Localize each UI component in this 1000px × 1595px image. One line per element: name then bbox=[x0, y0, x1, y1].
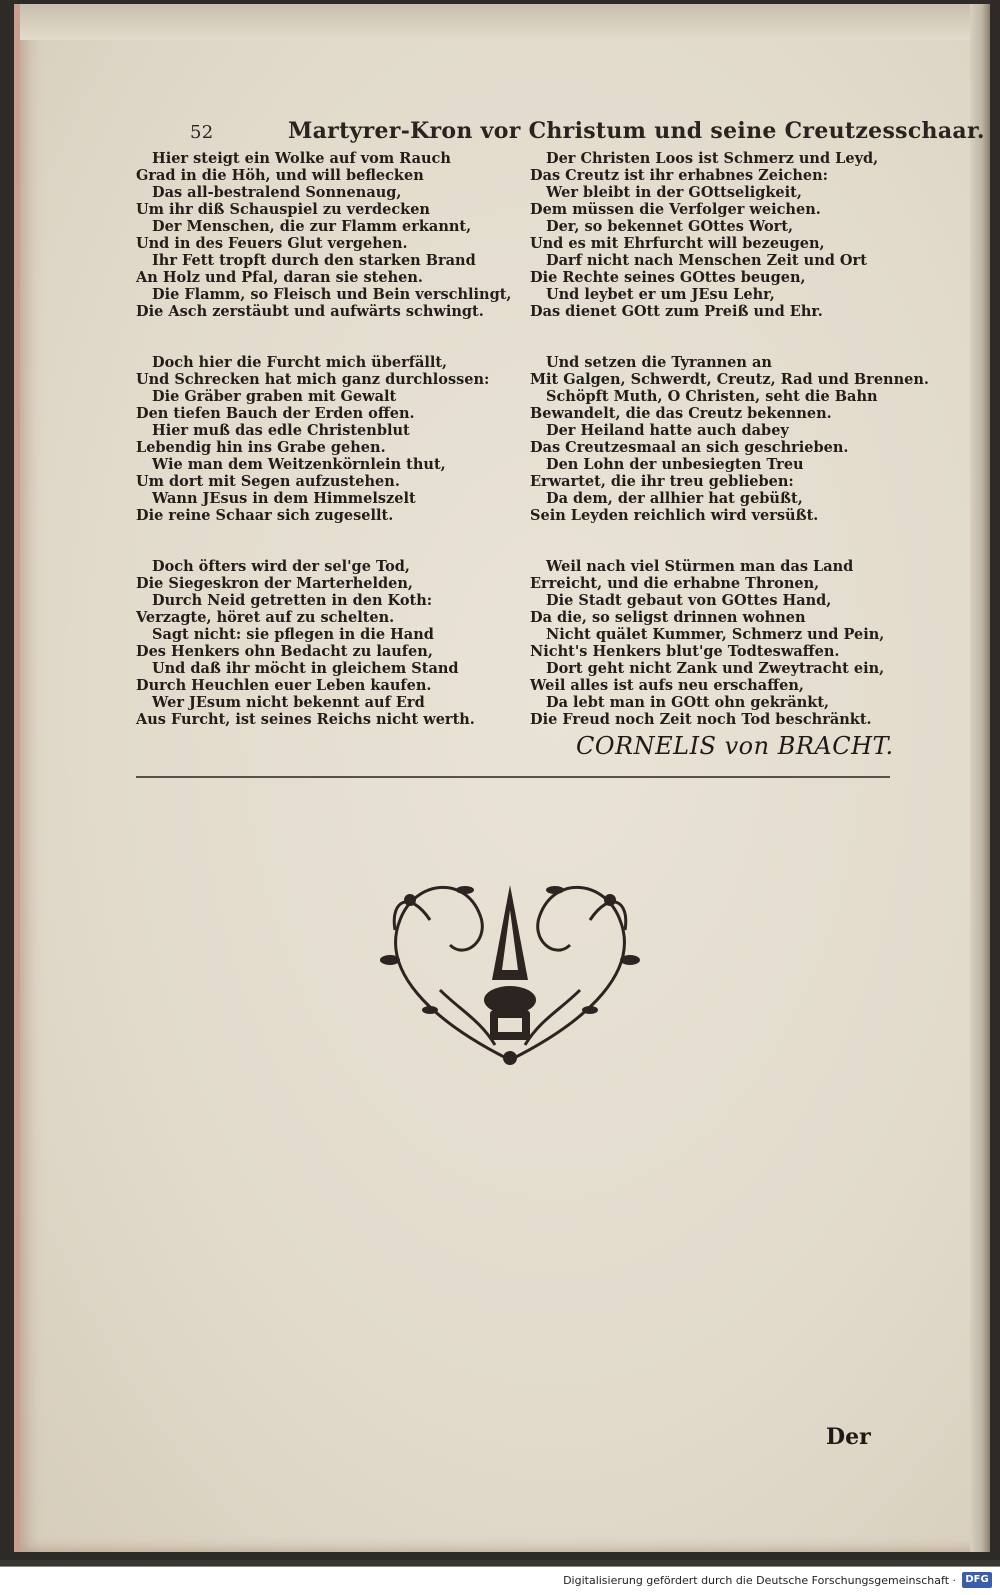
verse-line: Der Heiland hatte auch dabey bbox=[546, 422, 789, 439]
verse-line: Und setzen die Tyrannen an bbox=[546, 354, 772, 371]
verse-line: Und in des Feuers Glut vergehen. bbox=[136, 235, 408, 252]
running-head bbox=[190, 118, 990, 144]
verse-line: Nicht quälet Kummer, Schmerz und Pein, bbox=[546, 626, 885, 643]
verse-line: Mit Galgen, Schwerdt, Creutz, Rad und Brennen. bbox=[530, 371, 929, 388]
page-top-shadow bbox=[20, 4, 990, 40]
verse-line: Doch öfters wird der sel'ge Tod, bbox=[152, 558, 410, 575]
verse-line: Und leybet er um JEsu Lehr, bbox=[546, 286, 775, 303]
verse-line: Nicht's Henkers blut'ge Todteswaffen. bbox=[530, 643, 840, 660]
verse-line: Da lebt man in GOtt ohn gekränkt, bbox=[546, 694, 830, 711]
verse-line: An Holz und Pfal, daran sie stehen. bbox=[136, 269, 423, 286]
stanza bbox=[136, 150, 512, 320]
verse-line: Die Asch zerstäubt und aufwärts schwingt. bbox=[136, 303, 484, 320]
stanza-gap bbox=[530, 320, 920, 354]
verse-line: Da die, so seligst drinnen wohnen bbox=[530, 609, 806, 626]
verse-line: Den tiefen Bauch der Erden offen. bbox=[136, 405, 415, 422]
digitization-footer bbox=[0, 1566, 1000, 1595]
verse-line: Wann JEsus in dem Himmelszelt bbox=[152, 490, 416, 507]
verse-line: Erreicht, und die erhabne Thronen, bbox=[530, 575, 820, 592]
stanza-gap bbox=[136, 320, 506, 354]
verse-line: Hier muß das edle Christenblut bbox=[152, 422, 410, 439]
verse-line: Aus Furcht, ist seines Reichs nicht werth. bbox=[136, 711, 475, 728]
verse-line: Wer JEsum nicht bekennt auf Erd bbox=[152, 694, 425, 711]
verse-line: Um ihr diß Schauspiel zu verdecken bbox=[136, 201, 430, 218]
catchword: Der bbox=[826, 1424, 871, 1450]
stanza bbox=[530, 150, 920, 320]
verse-line: Hier steigt ein Wolke auf vom Rauch bbox=[152, 150, 451, 167]
verse-line: Die Flamm, so Fleisch und Bein verschlingt, bbox=[152, 286, 512, 303]
verse-line: Dem müssen die Verfolger weichen. bbox=[530, 201, 821, 218]
stanza bbox=[136, 558, 506, 728]
verse-line: Wer bleibt in der GOttseligkeit, bbox=[546, 184, 802, 201]
verse-line: Und daß ihr möcht in gleichem Stand bbox=[152, 660, 459, 677]
verse-line: Doch hier die Furcht mich überfällt, bbox=[152, 354, 448, 371]
verse-line: Bewandelt, die das Creutz bekennen. bbox=[530, 405, 832, 422]
verse-line: Und es mit Ehrfurcht will bezeugen, bbox=[530, 235, 825, 252]
floral-ornament bbox=[370, 860, 650, 1080]
footer-credit: Digitalisierung gefördert durch die Deutsche Forschungsgemeinschaft · bbox=[563, 1574, 956, 1587]
right-column bbox=[530, 150, 929, 728]
verse-line: Lebendig hin ins Grabe gehen. bbox=[136, 439, 386, 456]
verse-line: Das Creutzesmaal an sich geschrieben. bbox=[530, 439, 849, 456]
verse-line: Schöpft Muth, O Christen, seht die Bahn bbox=[546, 388, 878, 405]
verse-line: Das all-bestralend Sonnenaug, bbox=[152, 184, 402, 201]
section-divider bbox=[136, 776, 890, 778]
verse-line: Die Rechte seines GOttes beugen, bbox=[530, 269, 806, 286]
verse-line: Sagt nicht: sie pflegen in die Hand bbox=[152, 626, 434, 643]
verse-line: Um dort mit Segen aufzustehen. bbox=[136, 473, 400, 490]
stanza-gap bbox=[530, 524, 920, 558]
running-title: Martyrer-Kron vor Christum und seine Creutzesschaar. bbox=[287, 118, 985, 144]
verse-line: Des Henkers ohn Bedacht zu laufen, bbox=[136, 643, 433, 660]
verse-line: Durch Heuchlen euer Leben kaufen. bbox=[136, 677, 432, 694]
verse-line: Die reine Schaar sich zugesellt. bbox=[136, 507, 394, 524]
page-edge-right bbox=[970, 4, 990, 1552]
verse-line: Sein Leyden reichlich wird versüßt. bbox=[530, 507, 819, 524]
verse-line: Darf nicht nach Menschen Zeit und Ort bbox=[546, 252, 867, 269]
verse-line: Erwartet, die ihr treu geblieben: bbox=[530, 473, 794, 490]
stanza bbox=[530, 558, 920, 728]
verse-line: Grad in die Höh, und will beflecken bbox=[136, 167, 424, 184]
verse-line: Wie man dem Weitzenkörnlein thut, bbox=[152, 456, 446, 473]
verse-line: Weil nach viel Stürmen man das Land bbox=[546, 558, 854, 575]
verse-line: Die Siegeskron der Marterhelden, bbox=[136, 575, 413, 592]
verse-line: Da dem, der allhier hat gebüßt, bbox=[546, 490, 803, 507]
page-number: 52 bbox=[190, 122, 214, 143]
verse-line: Ihr Fett tropft durch den starken Brand bbox=[152, 252, 476, 269]
verse-line: Weil alles ist aufs neu erschaffen, bbox=[530, 677, 804, 694]
verse-line: Das Creutz ist ihr erhabnes Zeichen: bbox=[530, 167, 828, 184]
stanza-gap bbox=[136, 524, 506, 558]
verse-line: Der Christen Loos ist Schmerz und Leyd, bbox=[546, 150, 879, 167]
verse-line: Die Gräber graben mit Gewalt bbox=[152, 388, 397, 405]
verse-line: Das dienet GOtt zum Preiß und Ehr. bbox=[530, 303, 823, 320]
verse-line: Durch Neid getretten in den Koth: bbox=[152, 592, 433, 609]
verse-line: Dort geht nicht Zank und Zweytracht ein, bbox=[546, 660, 885, 677]
verse-line: Der, so bekennet GOttes Wort, bbox=[546, 218, 794, 235]
verse-line: Den Lohn der unbesiegten Treu bbox=[546, 456, 804, 473]
verse-line: Verzagte, höret auf zu schelten. bbox=[136, 609, 395, 626]
dfg-logo: DFG bbox=[962, 1572, 992, 1588]
author-signature: CORNELIS von BRACHT. bbox=[576, 732, 894, 760]
verse-line: Der Menschen, die zur Flamm erkannt, bbox=[152, 218, 472, 235]
left-column bbox=[136, 150, 512, 728]
verse-line: Die Stadt gebaut von GOttes Hand, bbox=[546, 592, 832, 609]
verse-line: Die Freud noch Zeit noch Tod beschränkt. bbox=[530, 711, 872, 728]
verse-line: Und Schrecken hat mich ganz durchlossen: bbox=[136, 371, 490, 388]
stanza bbox=[136, 354, 506, 524]
stanza bbox=[530, 354, 929, 524]
